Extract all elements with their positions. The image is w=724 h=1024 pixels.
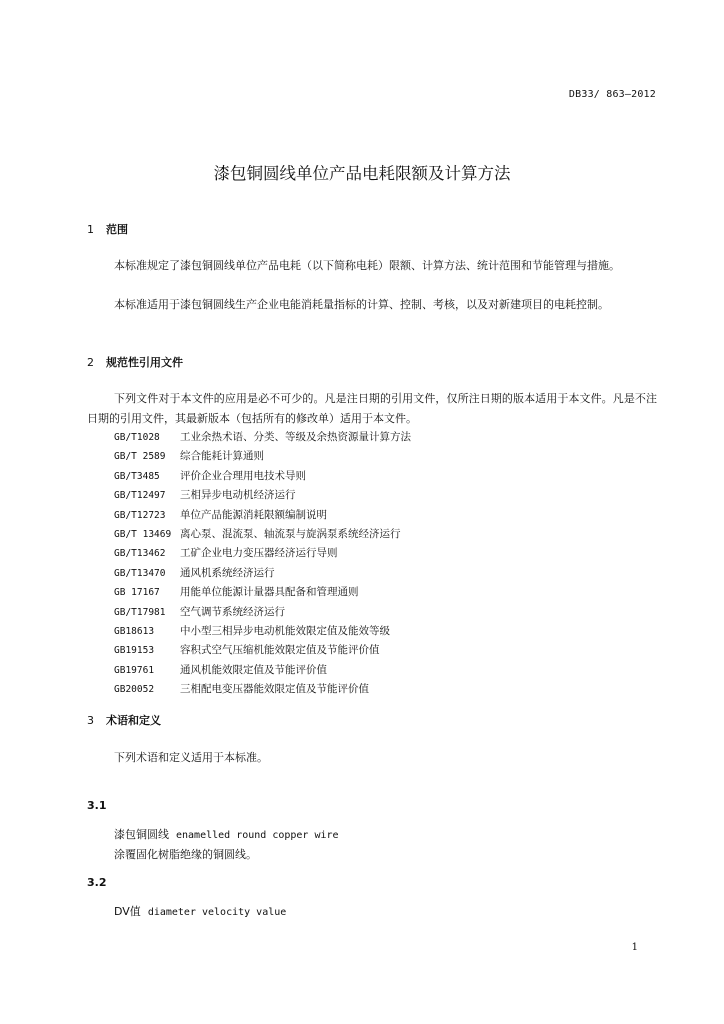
reference-item	[114, 545, 411, 564]
reference-title: 中小型三相异步电动机能效限定值及能效等级	[180, 624, 390, 637]
reference-code: GB/T17981	[114, 606, 166, 618]
reference-code: GB/T12497	[114, 490, 166, 502]
section-1-title: 范围	[106, 223, 128, 236]
reference-item	[114, 468, 411, 487]
section-3-intro: 下列术语和定义适用于本标准。	[114, 751, 268, 764]
reference-code: GB/T12723	[114, 509, 166, 521]
subsection-3-2-number: 3.2	[87, 876, 107, 889]
section-3-number: 3	[87, 714, 94, 727]
reference-item	[114, 623, 411, 642]
term-3-1	[114, 826, 339, 842]
term-3-1-chinese: 漆包铜圆线	[114, 828, 169, 841]
page-number: 1	[631, 942, 638, 953]
reference-code: GB/T13462	[114, 548, 166, 560]
reference-title: 综合能耗计算通则	[180, 450, 264, 463]
reference-code: GB/T 2589	[114, 451, 166, 463]
reference-code: GB 17167	[114, 587, 160, 599]
term-3-1-definition: 涂覆固化树脂绝缘的铜圆线。	[114, 848, 257, 861]
term-3-2	[114, 903, 286, 919]
reference-item	[114, 584, 411, 603]
reference-title: 三相异步电动机经济运行	[180, 489, 296, 502]
reference-title: 三相配电变压器能效限定值及节能评价值	[180, 683, 369, 696]
section-1-number: 1	[87, 223, 94, 236]
reference-code: GB19153	[114, 645, 155, 657]
term-3-2-english: diameter velocity value	[147, 907, 287, 918]
section-1-heading	[87, 221, 128, 237]
reference-code: GB/T13470	[114, 567, 166, 579]
reference-code: GB18613	[114, 625, 155, 637]
term-3-2-chinese: DV值	[114, 905, 141, 918]
section-1-paragraph-1: 本标准规定了漆包铜圆线单位产品电耗（以下简称电耗）限额、计算方法、统计范围和节能管理与措施。	[114, 259, 620, 272]
reference-title: 容积式空气压缩机能效限定值及节能评价值	[180, 644, 380, 657]
section-2-title: 规范性引用文件	[106, 356, 183, 369]
term-3-1-english: enamelled round copper wire	[176, 830, 339, 841]
reference-title: 离心泵、混流泵、轴流泵与旋涡泵系统经济运行	[180, 527, 401, 540]
reference-item	[114, 507, 411, 526]
reference-title: 空气调节系统经济运行	[180, 605, 285, 618]
reference-item	[114, 642, 411, 661]
section-3-heading	[87, 712, 161, 728]
reference-title: 通风机能效限定值及节能评价值	[180, 663, 327, 676]
section-1-paragraph-2: 本标准适用于漆包铜圆线生产企业电能消耗量指标的计算、控制、考核，以及对新建项目的电耗控制。	[114, 298, 609, 311]
reference-item	[114, 487, 411, 506]
reference-title: 工矿企业电力变压器经济运行导则	[180, 547, 338, 560]
reference-item	[114, 662, 411, 681]
reference-title: 单位产品能源消耗限额编制说明	[180, 508, 327, 521]
reference-title: 用能单位能源计量器具配备和管理通则	[180, 586, 359, 599]
reference-item	[114, 681, 411, 700]
reference-item	[114, 604, 411, 623]
section-2-number: 2	[87, 356, 94, 369]
section-2-heading	[87, 354, 183, 370]
reference-item	[114, 526, 411, 545]
reference-code: GB/T 13469	[114, 528, 172, 540]
document-title: 漆包铜圆线单位产品电耗限额及计算方法	[213, 164, 511, 183]
reference-item	[114, 565, 411, 584]
reference-item	[114, 429, 411, 448]
reference-list	[114, 429, 411, 700]
reference-code: GB20052	[114, 684, 155, 696]
reference-code: GB/T3485	[114, 470, 160, 482]
reference-title: 工业余热术语、分类、等级及余热资源量计算方法	[180, 431, 411, 443]
subsection-3-1-number: 3.1	[87, 799, 107, 812]
reference-title: 评价企业合理用电技术导则	[180, 469, 306, 482]
section-2-intro: 下列文件对于本文件的应用是必不可少的。凡是注日期的引用文件，仅所注日期的版本适用于本文件。凡是不注日期的引用文件，其最新版本（包括所有的修改单）适用于本文件。	[87, 392, 657, 425]
section-3-title: 术语和定义	[106, 714, 161, 727]
reference-item	[114, 448, 411, 467]
reference-code: GB/T1028	[114, 432, 160, 443]
document-number: DB33/ 863—2012	[568, 89, 656, 100]
reference-title: 通风机系统经济运行	[180, 566, 275, 579]
reference-code: GB19761	[114, 664, 155, 676]
